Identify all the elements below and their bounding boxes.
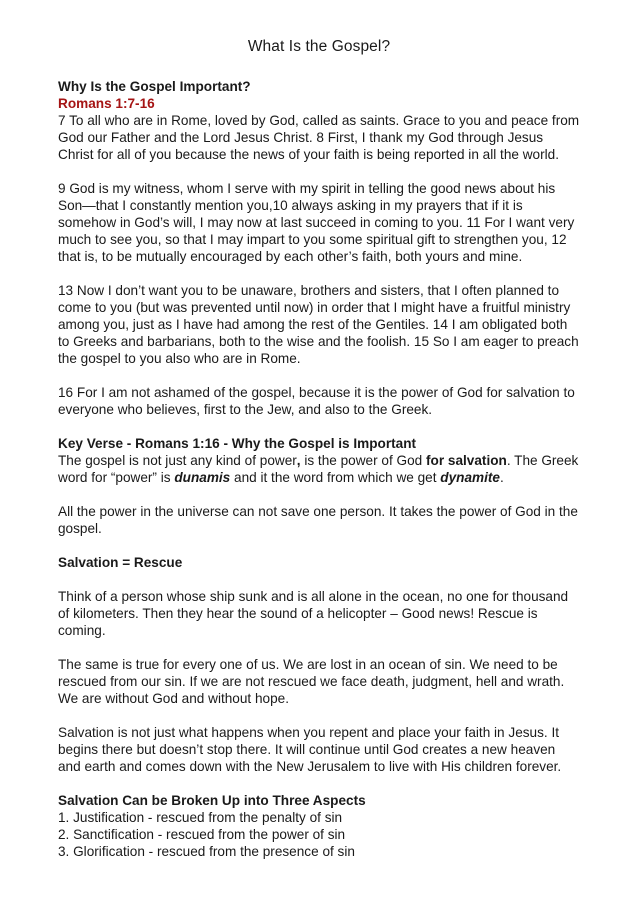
list-item: 1. Justification - rescued from the penalty of sin bbox=[58, 810, 343, 825]
key-verse-heading: Key Verse - Romans 1:16 - Why the Gospel is Important bbox=[58, 436, 417, 451]
scripture-paragraph: 13 Now I don’t want you to be unaware, brothers and sisters, that I often planned to come to you (but was prevented until now) in order that I might have a fruitful ministry among you, just as I have had among the rest of the Gentiles. 14 I am obligated both to Greeks and barbarians, both to the wise and the foolish. 15 So I am eager to preach the gospel to you also who are in Rome. bbox=[58, 283, 579, 366]
text-run: The gospel is not just any kind of power bbox=[58, 453, 297, 468]
text-run-bold: for salvation bbox=[426, 453, 507, 468]
emphasis-word: dunamis bbox=[174, 470, 231, 485]
text-run: is the power of God bbox=[300, 453, 426, 468]
key-verse-paragraph bbox=[58, 452, 580, 486]
body-paragraph: All the power in the universe can not save one person. It takes the power of God in the gospel. bbox=[58, 504, 578, 536]
text-run: and it the word from which we get bbox=[230, 470, 441, 485]
body-paragraph: Think of a person whose ship sunk and is all alone in the ocean, no one for thousand of kilometers. Then they hear the sound of a helicopter – Good news! Rescue is coming. bbox=[58, 589, 569, 638]
aspects-list bbox=[58, 809, 580, 860]
aspects-heading: Salvation Can be Broken Up into Three Aspects bbox=[58, 793, 366, 808]
text-run: . The Greek word for “power” is bbox=[58, 453, 579, 485]
scripture-paragraph: 16 For I am not ashamed of the gospel, because it is the power of God for salvation to everyone who believes, first to the Jew, and also to the Greek. bbox=[58, 385, 575, 417]
body-paragraph: Salvation is not just what happens when you repent and place your faith in Jesus. It begins there but doesn’t stop there. It will continue until God creates a new heaven and earth and comes down with the New Jerusalem to live with His children forever. bbox=[58, 725, 562, 774]
scripture-paragraph: 9 God is my witness, whom I serve with my spirit in telling the good news about his Son—that I constantly mention you,10 always asking in my prayers that if it is somehow in God’s will, I may now at last succeed in coming to you. 11 For I want very much to see you, so that I may impart to you some spiritual gift to strengthen you, 12 that is, to be mutually encouraged by each other’s faith, both yours and mine. bbox=[58, 181, 575, 264]
text-run-bold: , bbox=[296, 453, 301, 468]
list-item: 3. Glorification - rescued from the presence of sin bbox=[58, 844, 355, 859]
list-item: 2. Sanctification - rescued from the power of sin bbox=[58, 827, 346, 842]
emphasis-word: dynamite bbox=[440, 470, 500, 485]
body-paragraph: The same is true for every one of us. We are lost in an ocean of sin. We need to be rescued from our sin. If we are not rescued we face death, judgment, hell and wrath. We are without God and without hope. bbox=[58, 657, 565, 706]
scripture-paragraph: 7 To all who are in Rome, loved by God, called as saints. Grace to you and peace from God our Father and the Lord Jesus Christ. 8 First, I thank my God through Jesus Christ for all of you because the news of your faith is being reported in all the world. bbox=[58, 113, 580, 162]
salvation-heading: Salvation = Rescue bbox=[58, 555, 183, 570]
scripture-reference: Romans 1:7-16 bbox=[58, 96, 155, 111]
page-title: What Is the Gospel? bbox=[247, 38, 391, 55]
section-heading-importance: Why Is the Gospel Important? bbox=[58, 79, 251, 94]
text-run: . bbox=[499, 470, 504, 485]
